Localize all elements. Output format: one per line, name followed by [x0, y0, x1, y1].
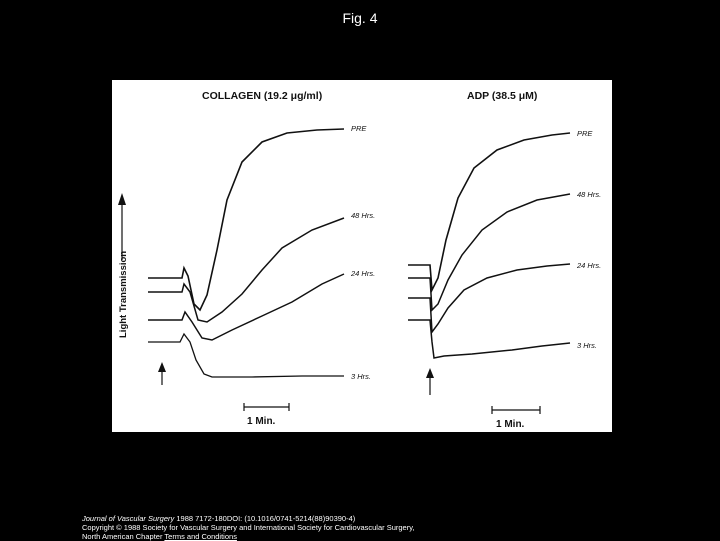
- collagen-curve-pre: [148, 129, 344, 310]
- adp-panel: [408, 90, 601, 430]
- adp-label-24h: 24 Hrs.: [577, 261, 602, 270]
- terms-link[interactable]: Terms and Conditions: [164, 532, 237, 541]
- collagen-label-pre: PRE: [351, 124, 367, 133]
- collagen-label-24h: 24 Hrs.: [351, 269, 376, 278]
- citation-chapter: North American Chapter: [82, 532, 165, 541]
- aggregation-tracings: [112, 80, 612, 432]
- collagen-scale-bar: [244, 403, 289, 427]
- citation-line-1: [82, 514, 702, 523]
- journal-name: Journal of Vascular Surgery: [82, 514, 175, 523]
- collagen-curve-24h: [148, 274, 344, 340]
- figure-title: Fig. 4: [342, 10, 378, 26]
- adp-label-3h: 3 Hrs.: [577, 341, 598, 350]
- adp-header: ADP (38.5 μM): [467, 90, 538, 102]
- adp-label-pre: PRE: [577, 129, 593, 138]
- adp-curve-48h: [408, 194, 570, 310]
- adp-scale-label: 1 Min.: [496, 419, 525, 430]
- collagen-scale-label: 1 Min.: [247, 416, 276, 427]
- collagen-panel: [148, 90, 375, 427]
- figure-image: [112, 80, 612, 432]
- adp-scale-bar: [492, 406, 540, 430]
- citation-copyright: Copyright © 1988 Society for Vascular Surgery and International Society for Cardiovascular Surgery,: [82, 523, 415, 532]
- collagen-header: COLLAGEN (19.2 μg/ml): [202, 90, 323, 102]
- y-axis-label: Light Transmission: [118, 250, 129, 338]
- citation: [82, 514, 702, 541]
- collagen-curve-3h: [148, 334, 344, 377]
- collagen-label-3h: 3 Hrs.: [351, 372, 372, 381]
- collagen-curve-48h: [148, 218, 344, 322]
- adp-label-48h: 48 Hrs.: [577, 190, 602, 199]
- adp-curve-24h: [408, 264, 570, 332]
- y-axis: [118, 193, 129, 338]
- collagen-label-48h: 48 Hrs.: [351, 211, 376, 220]
- citation-doi: 1988 7172-180DOI: (10.1016/0741-5214(88)90390-4): [174, 514, 356, 523]
